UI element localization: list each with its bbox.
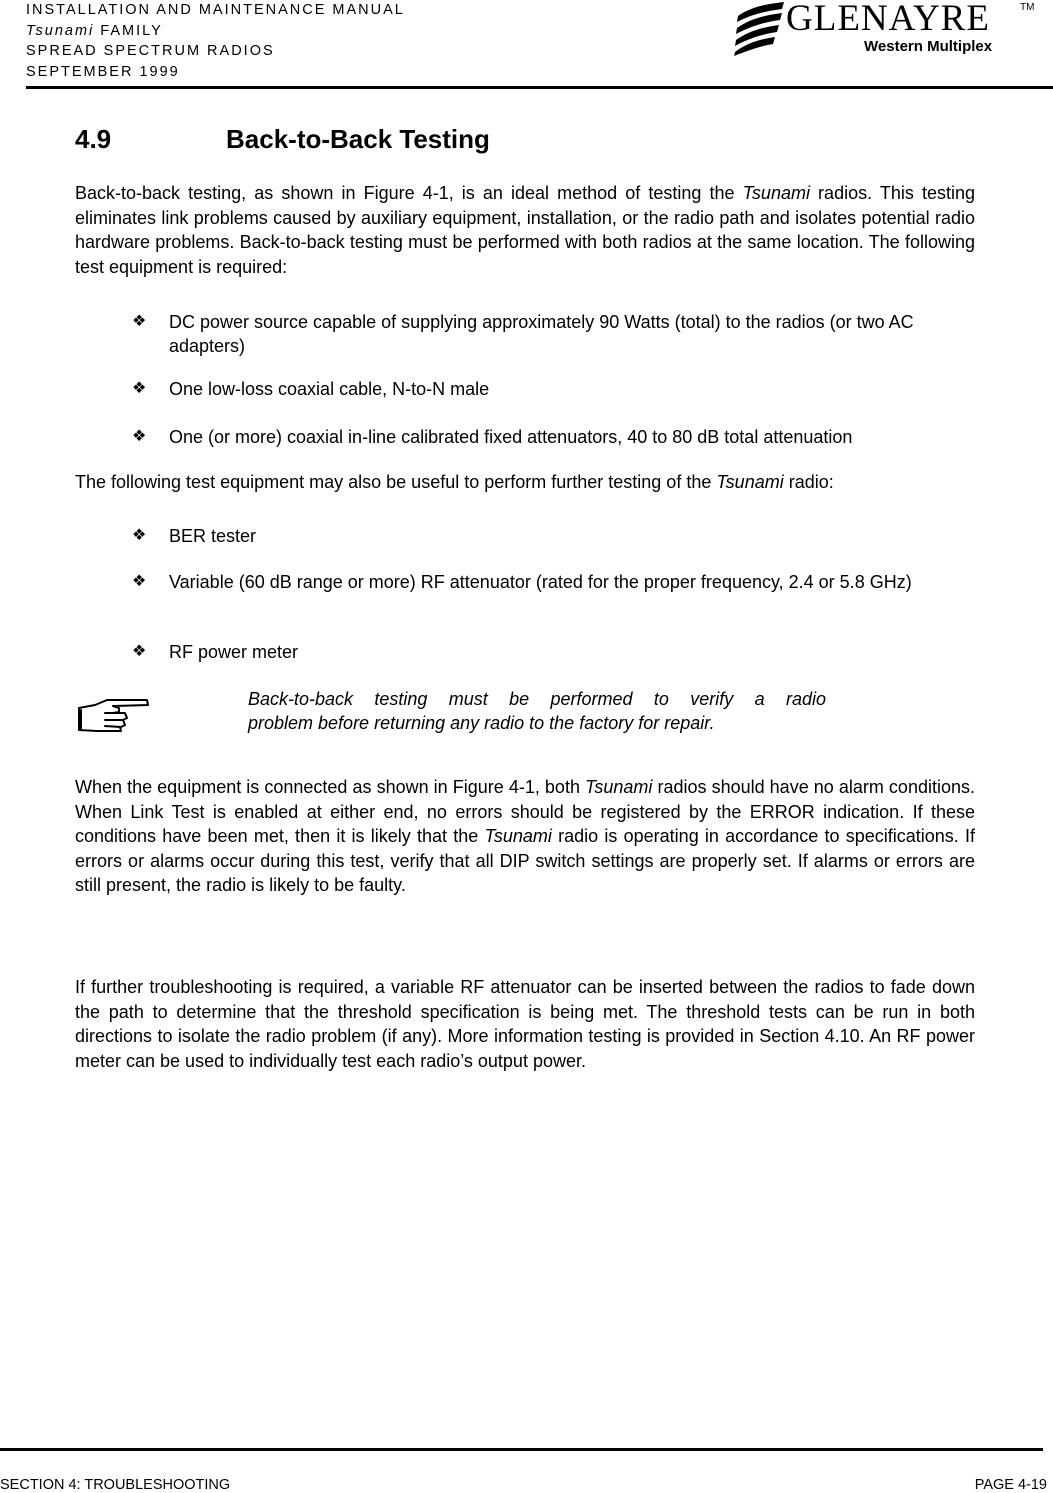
- footer-section-label: SECTION 4: TROUBLESHOOTING: [0, 1477, 231, 1493]
- optional-intro-product-name: Tsunami: [716, 472, 784, 492]
- further-troubleshooting-paragraph: If further troubleshooting is required, a variable RF attenuator can be inserted between the radios to fade down the path to determine that the threshold specification is being met. The threshold tests can be run in both directions to isolate the radio problem (if any). More information testing is provided in Section 4.10. An RF power meter can be used to individually test each radio’s output power.: [75, 977, 975, 1071]
- list-item: [132, 425, 975, 449]
- header-rule: [26, 86, 1053, 89]
- bullet-icon: ❖: [132, 643, 147, 660]
- logo-trademark: TM: [1020, 2, 1035, 13]
- note-text: [248, 687, 826, 735]
- pointing-hand-icon: [75, 696, 151, 736]
- section-number: 4.9: [75, 124, 112, 154]
- optional-intro-text-1: The following test equipment may also be useful to perform further testing of the: [75, 472, 717, 492]
- note-line-1: Back-to-back testing must be performed to verify a radio: [248, 689, 826, 709]
- list-item-text: Variable (60 dB range or more) RF attenuator (rated for the proper frequency, 2.4 or 5.8 GHz): [169, 572, 912, 592]
- results-text-2: radios should have no alarm conditions. When Link Test is enabled at either end, no errors should be registered by the ERROR indication. If these conditions have been met, then it is likely that the: [75, 777, 975, 846]
- results-paragraph: [75, 775, 975, 898]
- section-title: Back-to-Back Testing: [226, 124, 490, 154]
- intro-text-2: radios. This testing eliminates link problems caused by auxiliary equipment, installation, or the radio path and isolates potential radio hardware problems. Back-to-back testing must be performed with both radios at the same location. The following test equipment is required:: [75, 183, 975, 277]
- list-item: [132, 310, 975, 358]
- list-item-text: One (or more) coaxial in-line calibrated fixed attenuators, 40 to 80 dB total attenuation: [169, 427, 853, 447]
- intro-paragraph: [75, 181, 975, 279]
- header-product-family: [26, 21, 405, 42]
- footer-page-number: PAGE 4-19: [974, 1477, 1047, 1493]
- results-text-3: radio is operating in accordance to specifications. If errors or alarms occur during this test, verify that all DIP switch settings are properly set. If alarms or errors are still present, the radio is likely to be faulty.: [75, 826, 975, 895]
- intro-text-1: Back-to-back testing, as shown in Figure 4-1, is an ideal method of testing the: [75, 183, 743, 203]
- intro-product-name: Tsunami: [742, 183, 810, 203]
- header-product-name: Tsunami: [26, 22, 95, 39]
- note-line-2: problem before returning any radio to the factory for repair.: [248, 713, 715, 733]
- header-date: SEPTEMBER 1999: [26, 63, 180, 80]
- results-product-name-2: Tsunami: [484, 826, 552, 846]
- list-item-text: DC power source capable of supplying approximately 90 Watts (total) to the radios (or two AC adapters): [169, 312, 914, 356]
- running-header: [26, 0, 405, 82]
- header-manual-title: INSTALLATION AND MAINTENANCE MANUAL: [26, 2, 405, 18]
- bullet-icon: ❖: [132, 380, 147, 397]
- bullet-icon: ❖: [132, 313, 147, 330]
- logo-wordmark: GLENAYRE: [786, 0, 990, 39]
- header-family-label: FAMILY: [94, 22, 163, 39]
- company-logo: [734, 0, 1034, 60]
- list-item: [132, 524, 975, 548]
- bullet-icon: ❖: [132, 527, 147, 544]
- header-product-type: SPREAD SPECTRUM RADIOS: [26, 43, 275, 59]
- list-item-text: RF power meter: [169, 642, 299, 662]
- optional-equipment-intro: [75, 470, 975, 495]
- logo-swoosh-icon: [734, 0, 786, 56]
- results-product-name-1: Tsunami: [585, 777, 653, 797]
- list-item: [132, 377, 975, 401]
- list-item: [132, 640, 975, 664]
- optional-intro-text-2: radio:: [783, 472, 834, 492]
- list-item-text: BER tester: [169, 526, 257, 546]
- footer-rule: [0, 1448, 1043, 1451]
- section-heading: [75, 124, 490, 155]
- bullet-icon: ❖: [132, 428, 147, 445]
- list-item-text: One low-loss coaxial cable, N-to-N male: [169, 379, 490, 399]
- list-item: [132, 570, 975, 594]
- bullet-icon: ❖: [132, 573, 147, 590]
- logo-subtitle: Western Multiplex: [864, 38, 993, 55]
- results-text-1: When the equipment is connected as shown in Figure 4-1, both: [75, 777, 586, 797]
